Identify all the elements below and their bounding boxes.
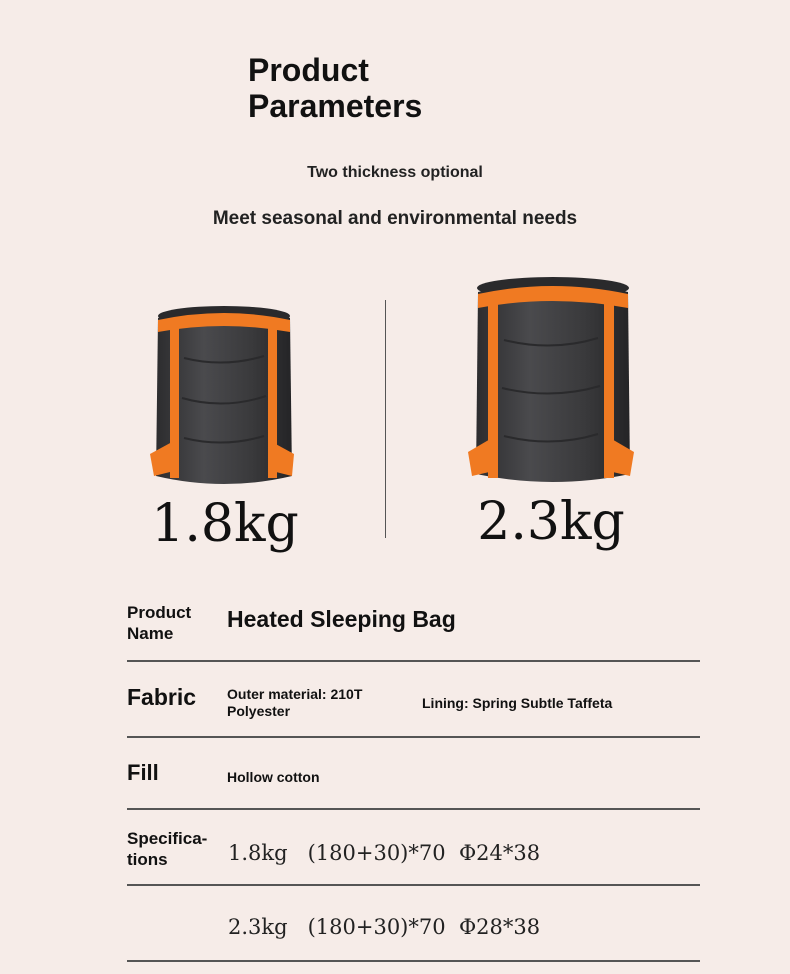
table-divider — [127, 736, 700, 738]
fabric-outer-value: Outer material: 210T Polyester — [227, 686, 363, 719]
sleeping-bag-small-image — [144, 298, 304, 494]
table-divider — [127, 884, 700, 886]
specification-row-2: 2.3kg (180+30)*70 Φ28*38 — [228, 915, 541, 939]
subtitle-thickness: Two thickness optional — [307, 164, 483, 181]
subtitle-needs: Meet seasonal and environmental needs — [212, 208, 578, 229]
fabric-label: Fabric — [127, 684, 197, 710]
fill-label: Fill — [127, 760, 159, 785]
specification-row-1: 1.8kg (180+30)*70 Φ24*38 — [228, 841, 541, 865]
product-name-label: Product Name — [127, 603, 192, 643]
table-divider — [127, 660, 700, 662]
page-title — [248, 52, 422, 124]
sleeping-bag-large-image — [462, 270, 642, 492]
weight-label-large: 2.3kg — [477, 492, 625, 552]
title-line-2: Parameters — [248, 88, 423, 124]
product-name-value: Heated Sleeping Bag — [227, 606, 456, 632]
table-divider — [127, 808, 700, 810]
table-divider — [127, 960, 700, 962]
fabric-lining-value: Lining: Spring Subtle Taffeta — [422, 695, 613, 711]
weight-label-small: 1.8kg — [151, 494, 299, 554]
divider — [385, 300, 386, 538]
title-line-1: Product — [248, 52, 369, 88]
fill-value: Hollow cotton — [227, 769, 320, 785]
specifications-label: Specifica-tions — [127, 829, 208, 869]
